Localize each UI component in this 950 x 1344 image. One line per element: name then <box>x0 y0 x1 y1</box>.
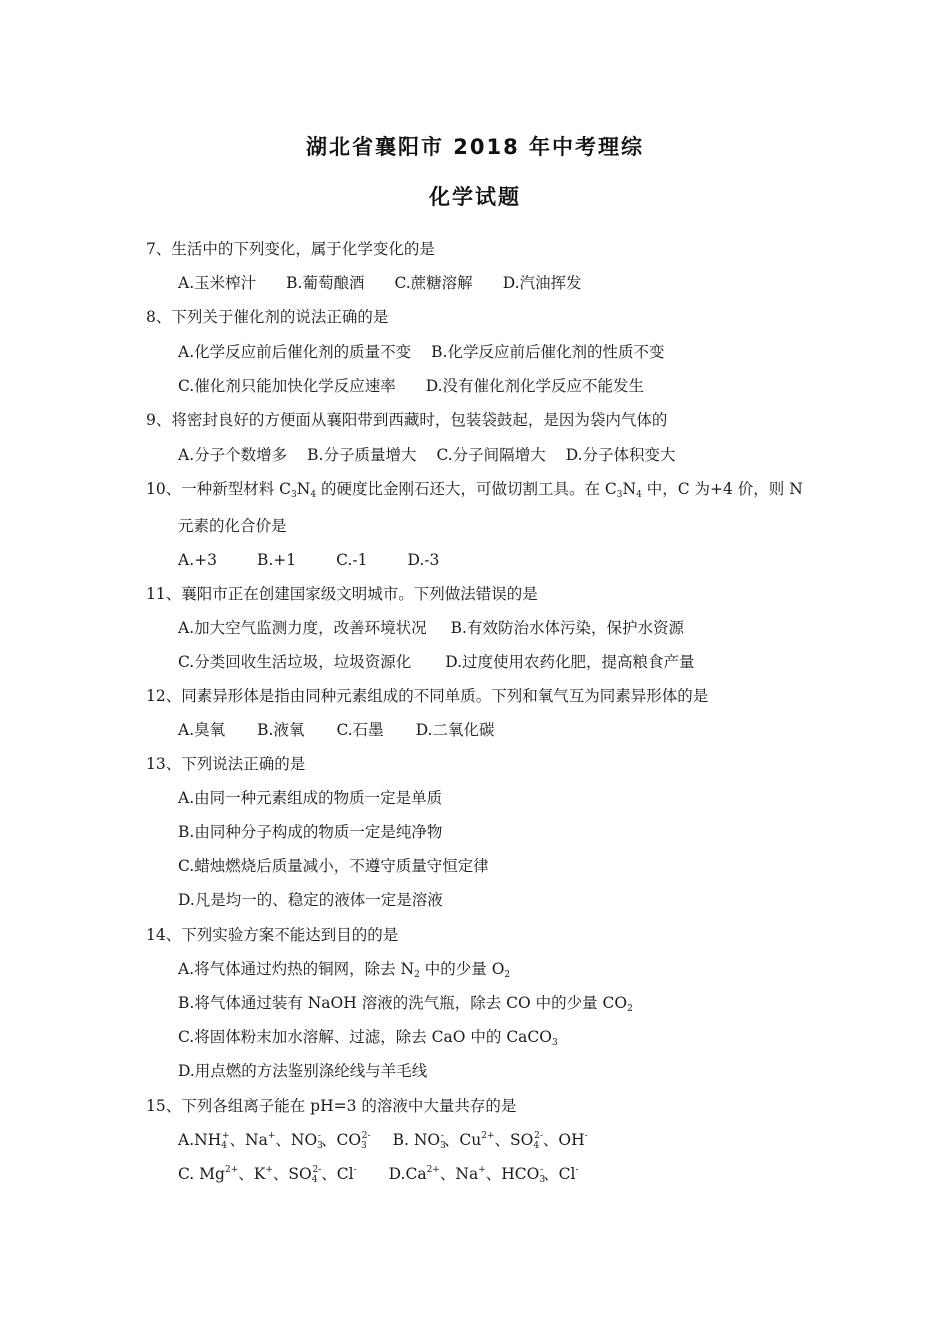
ion-symbol: CO <box>336 1131 362 1149</box>
option-9b: B.分子质量增大 <box>307 446 417 464</box>
ion-subscript: 4 <box>311 1175 318 1185</box>
q10-text-3: 的硬度比金刚石还大，可做切割工具。在 C <box>316 480 617 498</box>
ion-symbol: K <box>253 1165 266 1183</box>
separator: 、 <box>321 1165 337 1183</box>
option-11b: B.有效防治水体污染，保护水资源 <box>450 619 684 637</box>
q10-text-5: 中，C 为+4 价，则 N <box>641 480 803 498</box>
ion-symbol: Na <box>245 1131 268 1149</box>
option-13b: B.由同种分子构成的物质一定是纯净物 <box>178 823 443 841</box>
ion-charge: 2- <box>534 1131 543 1141</box>
ion-charge: - <box>584 1131 588 1141</box>
option-9c: C.分子间隔增大 <box>436 446 546 464</box>
question-14-stem: 14、下列实验方案不能达到目的的是 <box>146 926 399 944</box>
question-10-options <box>178 550 469 570</box>
question-11-stem: 11、襄阳市正在创建国家级文明城市。下列做法错误的是 <box>146 585 538 603</box>
question-10-stem <box>146 479 803 499</box>
separator: 、 <box>439 1165 456 1183</box>
ion-symbol: SO <box>510 1131 534 1149</box>
ion-charge: + <box>265 1165 273 1175</box>
ion-symbol: SO <box>288 1165 312 1183</box>
option-14b <box>178 993 633 1013</box>
ion-symbol: NH <box>194 1131 222 1149</box>
ion-charge: + <box>478 1165 486 1175</box>
question-11-options-row2 <box>178 652 725 672</box>
ion-charge: 2- <box>361 1131 371 1141</box>
option-7a: A.玉米榨汁 <box>178 274 257 292</box>
option-9d: D.分子体积变大 <box>565 446 676 464</box>
ion-charge: 2+ <box>224 1165 239 1175</box>
separator: 、 <box>238 1165 254 1183</box>
ion-symbol: NO <box>290 1131 318 1149</box>
option-10d: D.-3 <box>407 551 440 569</box>
q14c-text: C.将固体粉末加水溶解、过滤，除去 CaO 中的 CaCO <box>178 1028 552 1046</box>
separator: 、 <box>543 1165 559 1183</box>
option-13a: A.由同一种元素组成的物质一定是单质 <box>178 789 443 807</box>
option-7d: D.汽油挥发 <box>502 274 582 292</box>
question-12-stem: 12、同素异形体是指由同种元素组成的不同单质。下列和氧气互为同素异形体的是 <box>146 687 709 705</box>
option-10c: C.-1 <box>336 551 368 569</box>
separator: 、 <box>494 1131 511 1149</box>
option-15b <box>393 1130 588 1150</box>
option-15d <box>389 1164 579 1184</box>
option-7c: C.蔗糖溶解 <box>394 274 473 292</box>
ion-subscript: 3 <box>317 1141 323 1151</box>
option-8c: C.催化剂只能加快化学反应速率 <box>178 377 396 395</box>
option-10b: B.+1 <box>256 551 297 569</box>
separator: 、 <box>485 1165 502 1183</box>
q10-sub-2: 4 <box>310 490 317 500</box>
option-label: D. <box>388 1165 406 1183</box>
separator: 、 <box>443 1131 460 1149</box>
option-10a: A.+3 <box>178 551 217 569</box>
option-7b: B.葡萄酿酒 <box>286 274 365 292</box>
question-7-options <box>178 273 612 293</box>
option-9a: A.分子个数增多 <box>178 446 288 464</box>
ion-symbol: HCO <box>501 1165 540 1183</box>
question-15-options-row1 <box>178 1130 618 1150</box>
option-8a: A.化学反应前后催化剂的质量不变 <box>178 343 412 361</box>
ion-charge: - <box>353 1165 357 1175</box>
ion-symbol: Cl <box>336 1165 354 1183</box>
ion-charge: 2+ <box>481 1131 495 1141</box>
question-7-stem: 7、生活中的下列变化，属于化学变化的是 <box>146 240 435 258</box>
ion-charge: + <box>221 1131 230 1141</box>
q10-sub-3: 3 <box>616 490 623 500</box>
option-11a: A.加大空气监测力度，改善环境状况 <box>178 619 427 637</box>
question-12-options <box>178 720 525 740</box>
option-12c: C.石墨 <box>336 721 384 739</box>
option-14a <box>178 959 510 979</box>
q10-text-2: N <box>296 480 311 498</box>
option-8d: D.没有催化剂化学反应不能发生 <box>425 377 645 395</box>
q10-text-4: N <box>622 480 637 498</box>
ion-subscript: 4 <box>533 1141 540 1151</box>
ion-subscript: 3 <box>539 1175 546 1185</box>
separator: 、 <box>542 1131 559 1149</box>
option-label: B. <box>392 1131 414 1149</box>
question-10-stem-continued: 元素的化合价是 <box>178 517 287 535</box>
option-14d: D.用点燃的方法鉴别涤纶线与羊毛线 <box>178 1062 428 1080</box>
exam-title: 湖北省襄阳市 2018 年中考理综 <box>305 135 645 159</box>
separator: 、 <box>229 1131 246 1149</box>
ion-charge: + <box>267 1131 276 1141</box>
option-12b: B.液氧 <box>257 721 305 739</box>
exam-subtitle: 化学试题 <box>429 185 521 209</box>
option-label: A. <box>178 1131 195 1149</box>
ion-subscript: 3 <box>361 1141 367 1151</box>
question-13-stem: 13、下列说法正确的是 <box>146 755 306 773</box>
separator: 、 <box>275 1131 291 1149</box>
ion-charge: - <box>575 1165 579 1175</box>
option-8b: B.化学反应前后催化剂的性质不变 <box>431 343 665 361</box>
q14a-text-1: A.将气体通过灼热的铜网，除去 N <box>178 960 415 978</box>
ion-symbol: Ca <box>405 1165 427 1183</box>
ion-charge: - <box>440 1131 444 1141</box>
q10-sub-1: 3 <box>291 490 297 500</box>
q14a-sub-1: 2 <box>414 970 420 980</box>
q14b-text: B.将气体通过装有 NaOH 溶液的洗气瓶，除去 CO 中的少量 CO <box>178 994 628 1012</box>
question-9-options <box>178 445 706 465</box>
option-11d: D.过度使用农药化肥，提高粮食产量 <box>445 653 695 671</box>
ion-symbol: Na <box>455 1165 479 1183</box>
ion-charge: - <box>317 1131 321 1141</box>
ion-symbol: NO <box>413 1131 441 1149</box>
option-15a <box>178 1130 371 1150</box>
question-11-options-row1 <box>178 618 714 638</box>
ion-subscript: 3 <box>440 1141 446 1151</box>
q10-sub-4: 4 <box>636 490 642 500</box>
question-8-options-row2 <box>178 376 674 396</box>
option-13d: D.凡是均一的、稳定的液体一定是溶液 <box>178 891 443 909</box>
option-12a: A.臭氧 <box>178 721 226 739</box>
ion-symbol: Cl <box>558 1165 576 1183</box>
ion-symbol: Cu <box>459 1131 482 1149</box>
q14a-sub-2: 2 <box>504 970 511 980</box>
ion-charge: 2+ <box>426 1165 440 1175</box>
question-8-stem: 8、下列关于催化剂的说法正确的是 <box>146 308 389 326</box>
question-8-options-row1 <box>178 342 694 362</box>
ion-subscript: 4 <box>221 1141 227 1151</box>
ion-symbol: Mg <box>199 1165 225 1183</box>
q14a-text-2: 中的少量 O <box>419 960 505 978</box>
option-15c <box>178 1164 357 1184</box>
question-15-options-row2 <box>178 1164 609 1184</box>
option-14c <box>178 1027 558 1047</box>
ion-charge: - <box>540 1165 544 1175</box>
option-13c: C.蜡烛燃烧后质量减小，不遵守质量守恒定律 <box>178 857 489 875</box>
question-9-stem: 9、将密封良好的方便面从襄阳带到西藏时，包装袋鼓起，是因为袋内气体的 <box>146 411 668 429</box>
option-12d: D.二氧化碳 <box>415 721 495 739</box>
question-15-stem: 15、下列各组离子能在 pH=3 的溶液中大量共存的是 <box>146 1097 517 1115</box>
option-label: C. <box>178 1165 200 1183</box>
ion-symbol: OH <box>558 1131 585 1149</box>
option-11c: C.分类回收生活垃圾，垃圾资源化 <box>178 653 412 671</box>
ion-charge: 2- <box>312 1165 322 1175</box>
separator: 、 <box>272 1165 289 1183</box>
q14c-sub: 3 <box>552 1038 558 1048</box>
separator: 、 <box>320 1131 337 1149</box>
q10-text-1: 10、一种新型材料 C <box>146 480 292 498</box>
q14b-sub: 2 <box>627 1004 633 1014</box>
